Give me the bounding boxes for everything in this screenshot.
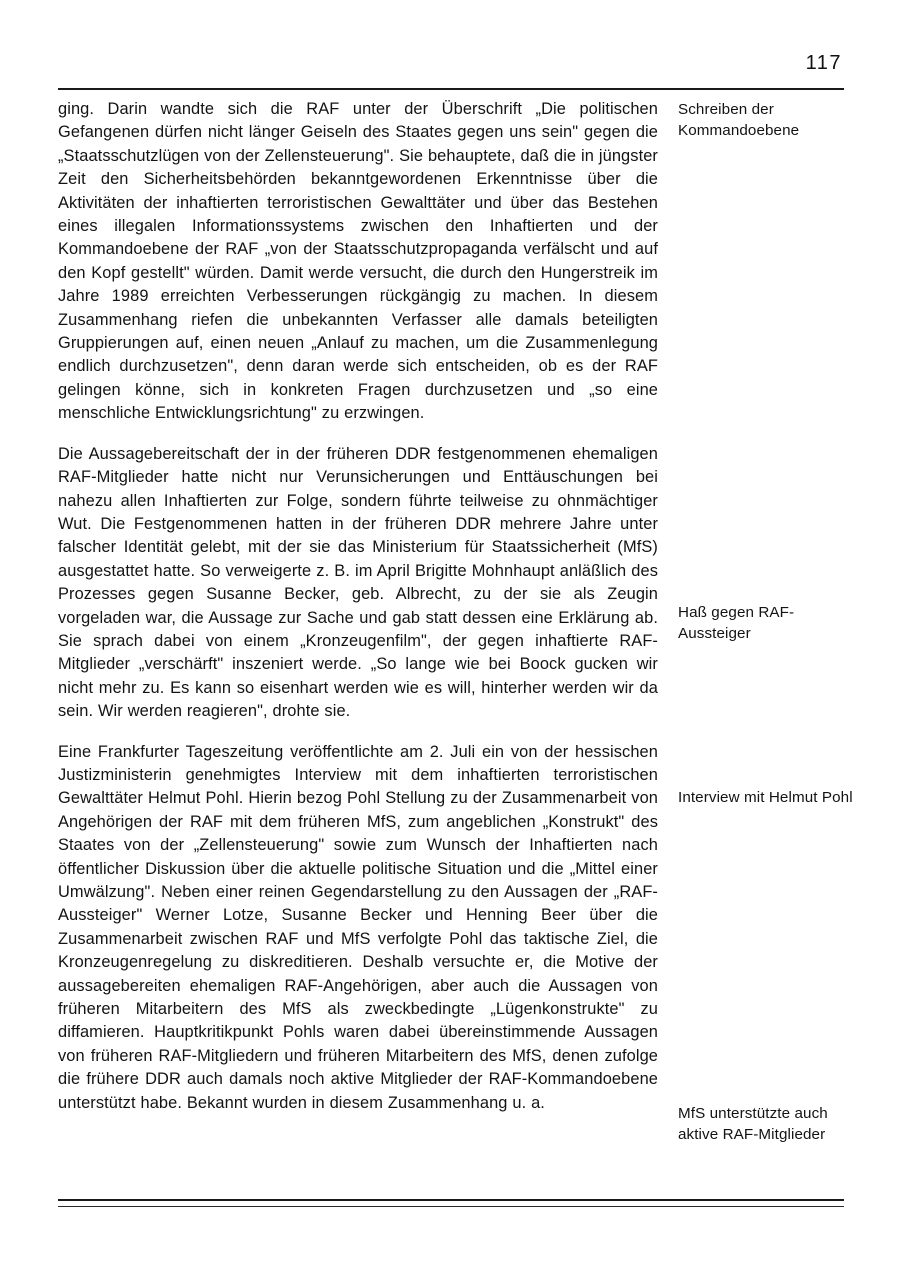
margin-note: Haß gegen RAF-Aussteiger <box>678 604 795 642</box>
footer-rule <box>58 1199 844 1201</box>
page-number: 117 <box>805 52 842 74</box>
paragraph: ging. Darin wandte sich die RAF unter der Überschrift „Die politischen Gefangenen dürfen nicht länger Geiseln des Staates gegen uns sein" gegen die „Staatsschutzlügen von der Zellensteuerung". Sie behauptete, daß die in jüngster Zeit den Sicherheitsbehörden bekanntgewordenen Erkenntnisse über die Aktivitäten der inhaftierten terroristischen Gewalttäter und über das Bestehen eines illegalen Informationssystems zwischen den Inhaftierten und der Kommandoebene der RAF „von der Staatsschutzpropaganda verfälscht und auf den Kopf gestellt" würden. Damit werde versucht, die durch den Hungerstreik im Jahre 1989 erreichten Verbesserungen rückgängig zu machen. In diesem Zusammenhang riefen die unbekannten Verfasser alle damals beteiligten Gruppierungen auf, einen neuen „Anlauf zu machen, um die Zusammenlegung endlich durchzusetzen", denn daran werde sich entscheiden, ob es der RAF gelingen könne, sich in konkreten Fragen durchzusetzen und „so eine menschliche Entwicklungsrichtung" zu erzwingen. <box>58 100 658 423</box>
header-rule <box>58 88 844 90</box>
paragraph: Eine Frankfurter Tageszeitung veröffentlichte am 2. Juli ein von der hessischen Justizministerin genehmigtes Interview mit dem inhaftierten terroristischen Gewalttäter Helmut Pohl. Hierin bezog Pohl Stellung zu der Zusammenarbeit von Angehörigen der RAF mit dem früheren MfS, zum angeblichen „Konstrukt" des Staates von der „Zellensteuerung" sowie zum Wunsch der Inhaftierten nach öffentlicher Diskussion über die aktuelle politische Situation und die „Mittel einer Umwälzung". Neben einer reinen Gegendarstellung zu den Aussagen der „RAF-Aussteiger" Werner Lotze, Susanne Becker und Henning Beer über die Zusammenarbeit zwischen RAF und MfS verfolgte Pohl das taktische Ziel, die Kronzeugenregelung zu diskreditieren. Deshalb versuchte er, die Motive der aussagebereiten ehemaligen RAF-Angehörigen, aber auch die Aussagen von früheren Mitarbeitern des MfS als zweckbedingte „Lügenkonstrukte" zu diffamieren. Hauptkritikpunkt Pohls waren dabei übereinstimmende Aussagen von früheren RAF-Mitgliedern und früheren Mitarbeitern des MfS, denen zufolge die frühere DDR auch damals noch aktive Mitglieder der RAF-Kommandoebene unterstützt habe. Bekannt wurden in diesem Zusammenhang u. a. <box>58 742 658 1112</box>
margin-note: Interview mit Helmut Pohl <box>678 789 853 806</box>
margin-note: MfS unterstützte auch aktive RAF-Mitglieder <box>678 1105 828 1143</box>
margin-note: Schreiben der Kommandoebene <box>678 101 800 139</box>
paragraph: Die Aussagebereitschaft der in der früheren DDR festgenommenen ehemaligen RAF-Mitglieder hatte nicht nur Verunsicherungen und Enttäuschungen bei nahezu allen Inhaftierten zur Folge, sondern führte teilweise zu ohnmächtiger Wut. Die Festgenommenen hatten in der früheren DDR mehrere Jahre unter falscher Identität gelebt, mit der sie das Ministerium für Staatssicherheit (MfS) ausgestattet hatte. So verweigerte z. B. im April Brigitte Mohnhaupt anläßlich des Prozesses gegen Susanne Becker, geb. Albrecht, zu der sie als Zeugin vorgeladen war, die Aussage zur Sache und gab statt dessen eine Erklärung ab. Sie sprach dabei von einem „Kronzeugenfilm", der gegen inhaftierte RAF-Mitglieder „verschärft" inszeniert werde. „So lange wie bei Boock gucken wir nicht mehr zu. Es kann so eisenhart werden wie es will, hinterher werden wir da sein. Wir werden reagieren", drohte sie. <box>58 444 658 721</box>
body-column <box>58 98 658 1115</box>
footer-rule-secondary <box>58 1206 844 1207</box>
